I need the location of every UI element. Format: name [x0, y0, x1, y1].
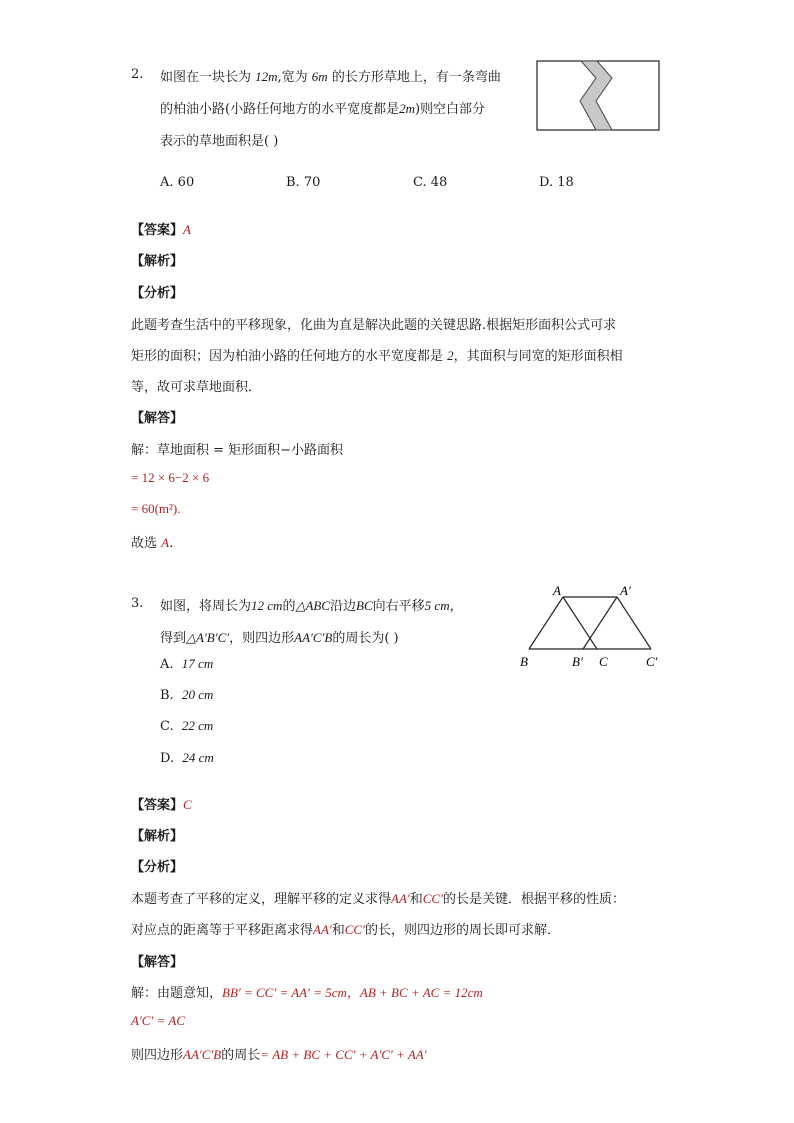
q2-solution-line1: 解：草地面积 = 矩形面积−小路面积	[131, 443, 344, 458]
q3-option-c[interactable]: C. 22 cm	[160, 718, 214, 734]
q2-solution-line2: = 12 × 6−2 × 6	[131, 470, 210, 485]
q3-answer: 【答案】C	[131, 797, 192, 813]
q2-option-c[interactable]: C. 48	[413, 175, 448, 190]
q2-option-b[interactable]: B. 70	[286, 175, 321, 190]
q2-jieda-heading: 【解答】	[131, 411, 184, 426]
q3-option-b[interactable]: B. 20 cm	[160, 687, 214, 703]
q2-solution-line4: 故选 A.	[131, 535, 174, 551]
label-B-prime: B′	[572, 654, 583, 669]
q3-solution-line2: A′C′ = AC	[131, 1013, 185, 1028]
q3-fenxi-heading: 【分析】	[131, 860, 184, 875]
q2-jiexi-heading: 【解析】	[131, 254, 184, 269]
edge-ac	[563, 597, 597, 649]
q3-figure	[515, 583, 665, 671]
edge-a2c2	[617, 597, 651, 649]
q3-analysis-line2: 对应点的距离等于平移距离求得AA′和CC′的长，则四边形的周长即可求解．	[131, 922, 560, 938]
q2-stem-line1: 如图在一块长为 12m,宽为 6m 的长方形草地上，有一条弯曲	[160, 69, 501, 85]
edge-a2b2	[583, 597, 617, 649]
q3-jieda-heading: 【解答】	[131, 955, 184, 970]
q2-answer: 【答案】A	[131, 222, 191, 238]
q3-number: 3.	[131, 596, 144, 611]
q3-solution-line1: 解：由题意知，BB′ = CC′ = AA′ = 5cm，AB + BC + AC = 12cm	[131, 985, 483, 1001]
label-A-prime: A′	[620, 583, 631, 598]
q3-stem-line2: 得到△A′B′C′，则四边形AA′C′B的周长为( )	[160, 630, 399, 646]
q3-solution-line3: 则四边形AA′C′B的周长= AB + BC + CC′ + A′C′ + AA′	[131, 1047, 427, 1063]
q2-analysis-line2: 矩形的面积；因为柏油小路的任何地方的水平宽度都是 2，其面积与同宽的矩形面积相	[131, 348, 623, 364]
q3-option-d[interactable]: D. 24 cm	[160, 750, 214, 766]
q3-stem-line1: 如图，将周长为12 cm的△ABC沿边BC向右平移5 cm，	[160, 598, 463, 614]
label-A: A	[553, 583, 561, 598]
q2-option-d[interactable]: D. 18	[539, 175, 574, 190]
q2-analysis-line1: 此题考查生活中的平移现象，化曲为直是解决此题的关键思路.根据矩形面积公式可求	[131, 318, 617, 333]
q2-stem-line3: 表示的草地面积是( )	[160, 134, 279, 149]
label-B: B	[520, 654, 528, 669]
q2-option-a[interactable]: A. 60	[160, 175, 195, 190]
q2-fenxi-heading: 【分析】	[131, 286, 184, 301]
q2-stem-line2: 的柏油小路(小路任何地方的水平宽度都是2m)则空白部分	[160, 101, 486, 117]
q3-option-a[interactable]: A. 17 cm	[160, 656, 214, 672]
q3-analysis-line1: 本题考查了平移的定义，理解平移的定义求得AA′和CC′的长是关键．根据平移的性质：	[131, 891, 625, 907]
q2-figure	[536, 60, 660, 132]
q3-jiexi-heading: 【解析】	[131, 829, 184, 844]
label-C-prime: C′	[646, 654, 658, 669]
q2-number: 2.	[131, 67, 144, 82]
label-C: C	[599, 654, 608, 669]
q2-solution-line3: = 60(m²).	[131, 501, 181, 516]
q2-analysis-line3: 等，故可求草地面积．	[131, 380, 262, 395]
edge-ab	[529, 597, 563, 649]
